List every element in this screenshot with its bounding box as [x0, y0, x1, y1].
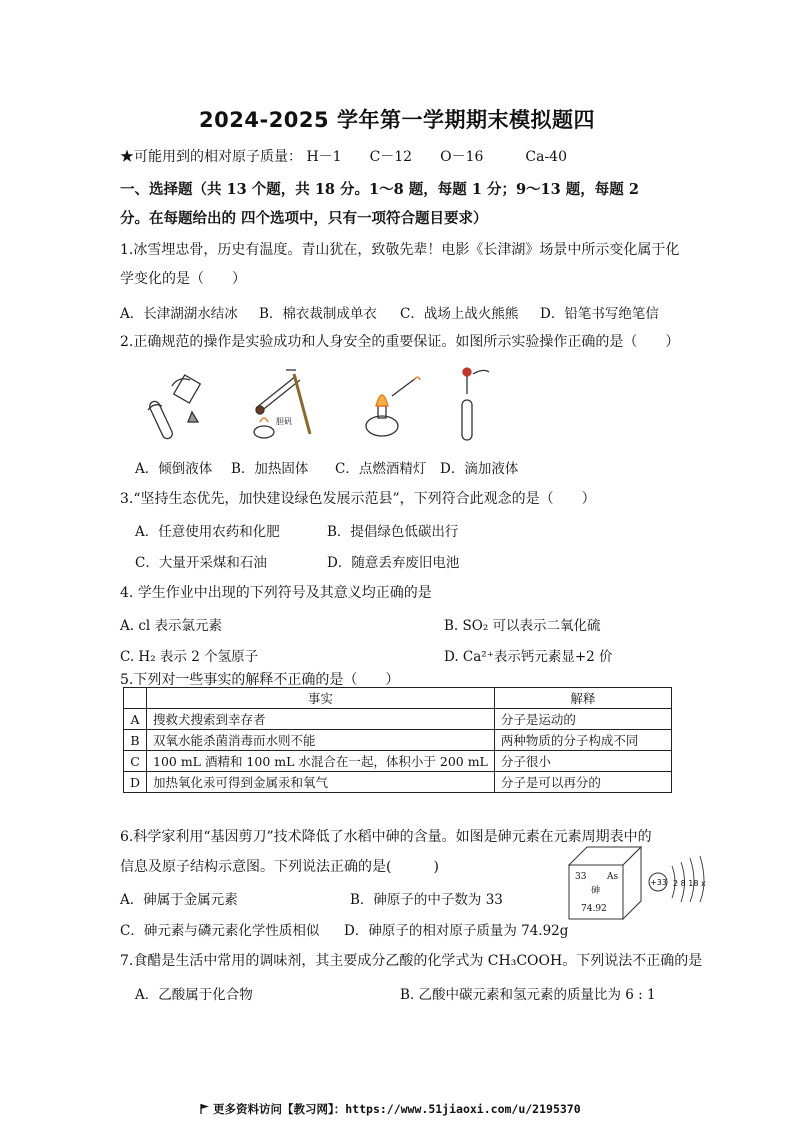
table-cell: 双氧水能杀菌消毒而水则不能	[147, 730, 495, 751]
q1-stem-line2: 学变化的是（ ）	[120, 271, 246, 287]
q6-stem-line1: 6.科学家利用“基因剪刀”技术降低了水稻中砷的含量。如图是砷元素在元素周期表中的	[120, 829, 652, 845]
q3-option-c: C．大量开采煤和石油	[135, 555, 267, 571]
table-cell: C	[124, 751, 147, 772]
table-row	[124, 751, 672, 772]
q2-stem: 2.正确规范的操作是实验成功和人身安全的重要保证。如图所示实验操作正确的是（ ）	[120, 334, 680, 350]
q4-stem: 4. 学生作业中出现的下列符号及其意义均正确的是	[120, 585, 432, 601]
table-cell: 两种物质的分子构成不同	[494, 730, 671, 751]
q2-fig-label: 胆矾	[276, 417, 292, 426]
q6-option-c: C．砷元素与磷元素化学性质相似	[120, 923, 320, 939]
q2-option-c: C．点燃酒精灯	[335, 461, 427, 477]
q1-stem-line1: 1.冰雪埋忠骨，历史有温度。青山犹在，致敬先辈！电影《长津湖》场景中所示变化属于化	[120, 242, 680, 258]
q2-option-d: D．滴加液体	[440, 461, 519, 477]
element-name: 砷	[591, 886, 601, 896]
flag-icon	[200, 1103, 209, 1112]
table-cell: 加热氧化汞可得到金属汞和氧气	[147, 772, 495, 793]
lighting-lamp-figure	[366, 377, 420, 436]
table-cell: B	[124, 730, 147, 751]
element-mass: 74.92	[581, 904, 607, 914]
heating-solid-figure	[254, 370, 310, 438]
table-cell: 分子是可以再分的	[494, 772, 671, 793]
q3-option-d: D．随意丢弃废旧电池	[327, 555, 460, 571]
table-cell: D	[124, 772, 147, 793]
q5-stem: 5.下列对一些事实的解释不正确的是（ ）	[120, 672, 400, 688]
table-cell: A	[124, 709, 147, 730]
q4-option-a: A. cl 表示氯元素	[120, 618, 223, 634]
table-header-cell	[124, 688, 147, 709]
q4-option-c: C. H₂ 表示 2 个氢原子	[120, 649, 259, 665]
q6-stem-line2: 信息及原子结构示意图。下列说法正确的是( )	[120, 859, 439, 875]
q3-option-b: B．提倡绿色低碳出行	[327, 524, 459, 540]
element-number: 33	[575, 872, 587, 882]
pouring-liquid-figure	[148, 375, 200, 440]
nucleus-charge: +33	[650, 878, 667, 887]
q4-option-d: D. Ca²⁺表示钙元素显+2 价	[444, 649, 613, 665]
section-heading-line2: 分。在每题给出的 四个选项中，只有一项符合题目要求）	[120, 210, 488, 227]
q3-option-a: A．任意使用农药和化肥	[135, 524, 280, 540]
footer-text: 更多资料访问【教习网】：https://www.51jiaoxi.com/u/2195370	[213, 1102, 581, 1116]
q7-option-b: B. 乙酸中碳元素和氢元素的质量比为 6 : 1	[400, 987, 656, 1003]
q6-option-a: A．砷属于金属元素	[120, 892, 238, 908]
footer-link[interactable]	[200, 1101, 581, 1117]
q6-option-b: B．砷原子的中子数为 33	[350, 892, 503, 908]
q5-table	[123, 687, 672, 793]
arsenic-atom-structure	[646, 852, 716, 902]
q1-option-d: D．铅笔书写绝笔信	[540, 306, 659, 322]
q2-option-a: A．倾倒液体	[135, 461, 213, 477]
q7-stem: 7.食醋是生活中常用的调味剂，其主要成分乙酸的化学式为 CH₃COOH。下列说法不正确的是	[120, 953, 703, 969]
dropping-liquid-figure	[462, 368, 489, 440]
table-row	[124, 772, 672, 793]
q1-option-a: A．长津湖湖水结冰	[120, 306, 238, 322]
element-symbol: As	[607, 872, 619, 882]
q2-lab-figures	[136, 366, 516, 446]
table-header-row	[124, 688, 672, 709]
table-row	[124, 709, 672, 730]
table-row	[124, 730, 672, 751]
q2-option-b: B．加热固体	[231, 461, 309, 477]
q1-option-c: C．战场上战火熊熊	[400, 306, 519, 322]
table-header-cell: 解释	[494, 688, 671, 709]
table-cell: 搜救犬搜索到幸存者	[147, 709, 495, 730]
q6-option-d: D．砷原子的相对原子质量为 74.92g	[344, 923, 569, 939]
q1-option-b: B．棉衣裁制成单衣	[259, 306, 377, 322]
table-cell: 分子很小	[494, 751, 671, 772]
table-cell: 100 mL 酒精和 100 mL 水混合在一起，体积小于 200 mL	[147, 751, 495, 772]
electron-shells: 2 8 18 x	[673, 879, 706, 888]
q4-option-b: B. SO₂ 可以表示二氧化硫	[444, 618, 601, 634]
arsenic-element-cell	[565, 843, 645, 923]
page-title: 2024-2025 学年第一学期期末模拟题四	[199, 108, 595, 132]
atomic-mass-line: ★可能用到的相对原子质量： H－1 C－12 O－16 Ca-40	[120, 149, 567, 165]
q3-stem: 3.“坚持生态优先，加快建设绿色发展示范县”，下列符合此观念的是（ ）	[120, 491, 596, 507]
q7-option-a: A．乙酸属于化合物	[135, 987, 253, 1003]
section-heading-line1: 一、选择题（共 13 个题，共 18 分。1～8 题，每题 1 分；9～13 题，每题 2	[120, 181, 639, 198]
table-cell: 分子是运动的	[494, 709, 671, 730]
table-header-cell: 事实	[147, 688, 495, 709]
